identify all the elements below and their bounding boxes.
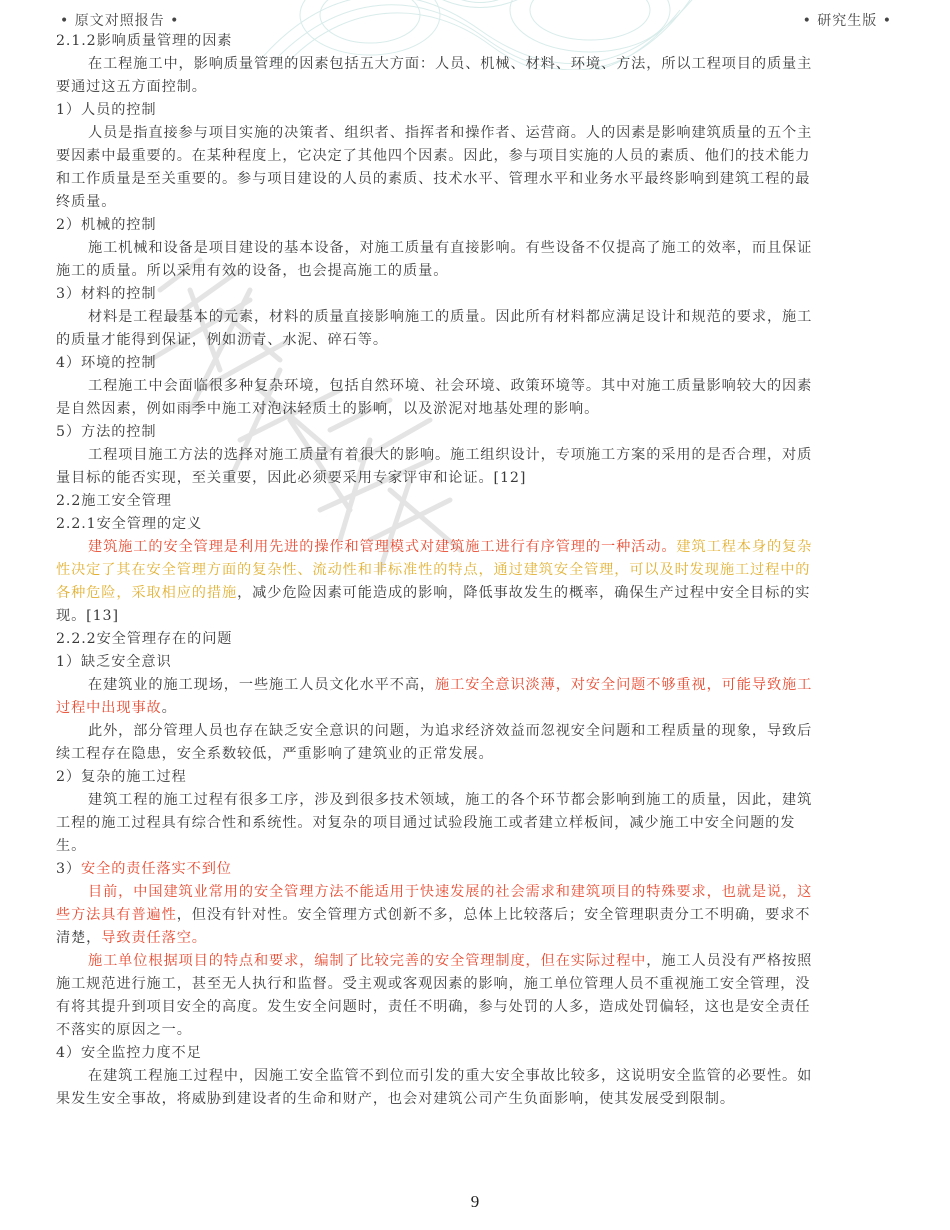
text-segment: 的质量才能得到保证，例如沥青、水泥、碎石等。 <box>56 332 388 348</box>
section-heading <box>56 214 872 237</box>
paragraph-line <box>56 122 872 145</box>
paragraph-line <box>56 191 872 214</box>
section-heading <box>56 421 872 444</box>
text-segment: 和工作质量是至关重要的。参与项目建设的人员的素质、技术水平、管理水平和业务水平最终影响到建筑工程的最 <box>56 171 811 187</box>
section-heading <box>56 513 872 536</box>
text-segment: 要因素中最重要的。在某种程度上，它决定了其他四个因素。因此，参与项目实施的人员的素质、他们的技术能力 <box>56 148 811 164</box>
highlighted-text-segment: 过程中出现事故 <box>56 700 162 716</box>
paragraph-line <box>56 720 872 743</box>
text-segment: ，施工人员没有严格按照 <box>646 953 813 969</box>
highlighted-text-segment: 施工单位根据项目的特点和要求，编制了比较完善的安全管理制度，但在实际过程中 <box>88 953 647 969</box>
text-segment: ，减少危险因素可能造成的影响，降低事故发生的概率，确保生产过程中安全目标的实 <box>237 585 811 601</box>
section-heading <box>56 99 872 122</box>
section-heading <box>56 490 872 513</box>
paragraph-line <box>56 697 872 720</box>
text-segment: 2.2施工安全管理 <box>56 493 172 509</box>
text-segment: 4）安全监控力度不足 <box>56 1045 202 1061</box>
text-segment: 现。[13] <box>56 608 119 624</box>
text-segment: 1）人员的控制 <box>56 102 157 118</box>
text-segment: 是自然因素，例如雨季中施工对泡沫轻质土的影响，以及淤泥对地基处理的影响。 <box>56 401 600 417</box>
text-segment: 终质量。 <box>56 194 117 210</box>
paragraph-line <box>56 996 872 1019</box>
text-segment: 不落实的原因之一。 <box>56 1022 192 1038</box>
text-segment: 2）复杂的施工过程 <box>56 769 187 785</box>
text-segment: 人员是指直接参与项目实施的决策者、组织者、指挥者和操作者、运营商。人的因素是影响建筑质量的五个主 <box>88 125 813 141</box>
edition-header-label: • 研究生版 • <box>802 13 892 29</box>
text-segment: 施工规范进行施工，甚至无人执行和监督。受主观或客观因素的影响，施工单位管理人员不重视施工安全管理，没 <box>56 976 811 992</box>
report-header-label: • 原文对照报告 • <box>60 13 180 29</box>
text-segment: 果发生安全事故，将威胁到建设者的生命和财产，也会对建筑公司产生负面影响，使其发展受到限制。 <box>56 1091 735 1107</box>
highlighted-text-segment: 目前，中国建筑业常用的安全管理方法不能适用于快速发展的社会需求和建筑项目的特殊要求，也就是说，这 <box>88 884 813 900</box>
text-segment: 量目标的能否实现，至关重要，因此必须要采用专家评审和论证。[12] <box>56 470 527 486</box>
section-heading <box>56 858 872 881</box>
paragraph-line <box>56 927 872 950</box>
text-segment: 工程施工中会面临很多种复杂环境，包括自然环境、社会环境、政策环境等。其中对施工质量影响较大的因素 <box>88 378 813 394</box>
text-segment: 2）机械的控制 <box>56 217 157 233</box>
highlighted-text-segment: 些方法具有普遍性 <box>56 907 177 923</box>
paragraph-line <box>56 398 872 421</box>
section-heading <box>56 30 872 53</box>
text-segment: 在建筑工程施工过程中，因施工安全监管不到位而引发的重大安全事故比较多，这说明安全监管的必要性。如 <box>88 1068 813 1084</box>
paragraph-line <box>56 375 872 398</box>
text-segment: 生。 <box>56 838 87 854</box>
paragraph-line <box>56 168 872 191</box>
paragraph-line <box>56 53 872 76</box>
section-heading <box>56 766 872 789</box>
document-body <box>56 30 872 1111</box>
highlighted-text-segment: 建筑工程本身的复杂 <box>676 539 813 555</box>
paragraph-line <box>56 950 872 973</box>
section-heading <box>56 651 872 674</box>
highlighted-text-segment: 施工安全意识淡薄，对安全问题不够重视，可能导致施工 <box>435 677 813 693</box>
text-segment: 。 <box>161 700 177 716</box>
paragraph-line <box>56 881 872 904</box>
paragraph-line <box>56 674 872 697</box>
text-segment: 有将其提升到项目安全的高度。发生安全问题时，责任不明确，参与处罚的人多，造成处罚偏轻，这也是安全责任 <box>56 999 811 1015</box>
section-heading <box>56 1042 872 1065</box>
text-segment: 续工程存在隐患，安全系数较低，严重影响了建筑业的正常发展。 <box>56 746 494 762</box>
paragraph-line <box>56 835 872 858</box>
paragraph-line <box>56 467 872 490</box>
highlighted-text-segment: 各种危险，采取相应的措施 <box>56 585 238 601</box>
section-heading <box>56 352 872 375</box>
highlighted-text-segment: 安全的责任落实不到位 <box>81 861 232 877</box>
highlighted-text-segment: 性决定了其在安全管理方面的复杂性、流动性和非标准性的特点，通过建筑安全管理，可以及时发现施工过程中的 <box>56 562 811 578</box>
paragraph-line <box>56 260 872 283</box>
text-segment: 2.1.2影响质量管理的因素 <box>56 33 233 49</box>
text-segment: 材料是工程最基本的元素，材料的质量直接影响施工的质量。因此所有材料都应满足设计和规范的要求，施工 <box>88 309 813 325</box>
highlighted-text-segment: 导致责任落空。 <box>101 930 207 946</box>
paragraph-line <box>56 605 872 628</box>
paragraph-line <box>56 789 872 812</box>
text-segment: 3）材料的控制 <box>56 286 157 302</box>
paragraph-line <box>56 973 872 996</box>
text-segment: 在工程施工中，影响质量管理的因素包括五大方面：人员、机械、材料、环境、方法，所以工程项目的质量主 <box>88 56 813 72</box>
paragraph-line <box>56 1065 872 1088</box>
paragraph-line <box>56 812 872 835</box>
text-segment: 建筑工程的施工过程有很多工序，涉及到很多技术领域，施工的各个环节都会影响到施工的质量，因此，建筑 <box>88 792 813 808</box>
highlighted-text-segment: 建筑施工的安全管理是利用先进的操作和管理模式对建筑施工进行有序管理的一种活动。 <box>88 539 677 555</box>
text-segment: 清楚， <box>56 930 102 946</box>
paragraph-line <box>56 76 872 99</box>
paragraph-line <box>56 1088 872 1111</box>
paragraph-line <box>56 536 872 559</box>
text-segment: 2.2.1安全管理的定义 <box>56 516 203 532</box>
paragraph-line <box>56 1019 872 1042</box>
text-segment: 工程项目施工方法的选择对施工质量有着很大的影响。施工组织设计，专项施工方案的采用的是否合理，对质 <box>88 447 813 463</box>
paragraph-line <box>56 559 872 582</box>
text-segment: 在建筑业的施工现场，一些施工人员文化水平不高， <box>88 677 436 693</box>
text-segment: 此外，部分管理人员也存在缺乏安全意识的问题，为追求经济效益而忽视安全问题和工程质量的现象，导致后 <box>88 723 813 739</box>
page-number: 9 <box>470 1192 480 1211</box>
text-segment: 5）方法的控制 <box>56 424 157 440</box>
text-segment: 施工的质量。所以采用有效的设备，也会提高施工的质量。 <box>56 263 449 279</box>
text-segment: 2.2.2安全管理存在的问题 <box>56 631 233 647</box>
paragraph-line <box>56 237 872 260</box>
text-segment: 1）缺乏安全意识 <box>56 654 172 670</box>
paragraph-line <box>56 743 872 766</box>
text-segment: 要通过这五方面控制。 <box>56 79 207 95</box>
paragraph-line <box>56 904 872 927</box>
section-heading <box>56 283 872 306</box>
paragraph-line <box>56 582 872 605</box>
paragraph-line <box>56 306 872 329</box>
paragraph-line <box>56 145 872 168</box>
paragraph-line <box>56 329 872 352</box>
text-segment: 施工机械和设备是项目建设的基本设备，对施工质量有直接影响。有些设备不仅提高了施工的效率，而且保证 <box>88 240 813 256</box>
text-segment: 4）环境的控制 <box>56 355 157 371</box>
text-segment: 3） <box>56 861 82 877</box>
section-heading <box>56 628 872 651</box>
text-segment: 工程的施工过程具有综合性和系统性。对复杂的项目通过试验段施工或者建立样板间，减少施工中安全问题的发 <box>56 815 796 831</box>
paragraph-line <box>56 444 872 467</box>
text-segment: ，但没有针对性。安全管理方式创新不多，总体上比较落后；安全管理职责分工不明确，要求不 <box>176 907 811 923</box>
